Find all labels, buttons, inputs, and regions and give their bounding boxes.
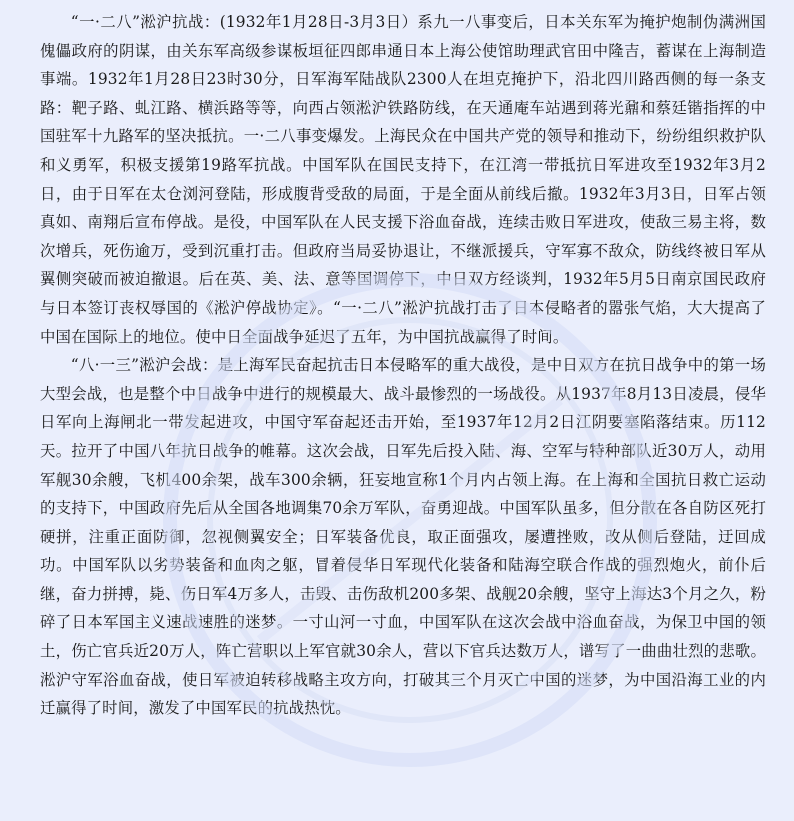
paragraph-128-battle: “一·二八”淞沪抗战：(1932年1月28日-3月3日）系九一八事变后，日本关东军为掩护炮制伪满洲国傀儡政府的阴谋，由关东军高级参谋板垣征四郎串通日本上海公使馆助理武官田中隆吉，蓄谋在上海制造事端。1932年1月28日23时30分，日军海军陆战队2300人在坦克掩护下，沿北四川路西侧的每一条支路：靶子路、虬江路、横浜路等等，向西占领淞沪铁路防线，在天通庵车站遇到蒋光鼐和蔡廷锴指挥的中国驻军十九路军的坚决抵抗。一·二八事变爆发。上海民众在中国共产党的领导和推动下，纷纷组织救护队和义勇军，积极支援第19路军抗战。中国军队在国民支持下，在江湾一带抵抗日军进攻至1932年3月2日，由于日军在太仓浏河登陆，形成腹背受敌的局面，于是全面从前线后撤。1932年3月3日，日军占领真如、南翔后宣布停战。是役，中国军队在人民支援下浴血奋战，连续击败日军进攻，使敌三易主将，数次增兵，死伤逾万，受到沉重打击。但政府当局妥协退让，不继派援兵，守军寡不敌众，防线终被日军从翼侧突破而被迫撤退。后在英、美、法、意等国调停下，中日双方经谈判，1932年5月5日南京国民政府与日本签订丧权辱国的《淞沪停战协定》。“一·二八”淞沪抗战打击了日本侵略者的嚣张气焰，大大提高了中国在国际上的地位。使中日全面战争延迟了五年，为中国抗战赢得了时间。 bbox=[40, 13, 766, 346]
paragraph-813-battle: “八·一三”淞沪会战：是上海军民奋起抗击日本侵略军的重大战役，是中日双方在抗日战争中的第一场大型会战，也是整个中日战争中进行的规模最大、战斗最惨烈的一场战役。从1937年8月13日凌晨，侵华日军向上海闸北一带发起进攻，中国守军奋起还击开始，至1937年12月2日江阴要塞陷落结束。历112天。拉开了中国八年抗日战争的帷幕。这次会战，日军先后投入陆、海、空军与特种部队近30万人，动用军舰30余艘，飞机400余架，战车300余辆，狂妄地宣称1个月内占领上海。在上海和全国抗日救亡运动的支持下，中国政府先后从全国各地调集70余万军队，奋勇迎战。中国军队虽多，但分散在各自防区死打硬拼，注重正面防御，忽视侧翼安全；日军装备优良，取正面强攻，屡遭挫败，改从侧后登陆，迂回成功。中国军队以劣势装备和血肉之躯，冒着侵华日军现代化装备和陆海空联合作战的强烈炮火，前仆后继，奋力拼搏，毙、伤日军4万多人，击毁、击伤敌机200多架、战舰20余艘，坚守上海达3个月之久，粉碎了日本军国主义速战速胜的迷梦。一寸山河一寸血，中国军队在这次会战中浴血奋战，为保卫中国的领土，伤亡官兵近20万人，阵亡营职以上军官就30余人，营以下官兵达数万人，谱写了一曲曲壮烈的悲歌。淞沪守军浴血奋战，使日军被迫转移战略主攻方向，打破其三个月灭亡中国的迷梦，为中国沿海工业的内迁赢得了时间，激发了中国军民的抗战热忱。 bbox=[40, 356, 766, 718]
